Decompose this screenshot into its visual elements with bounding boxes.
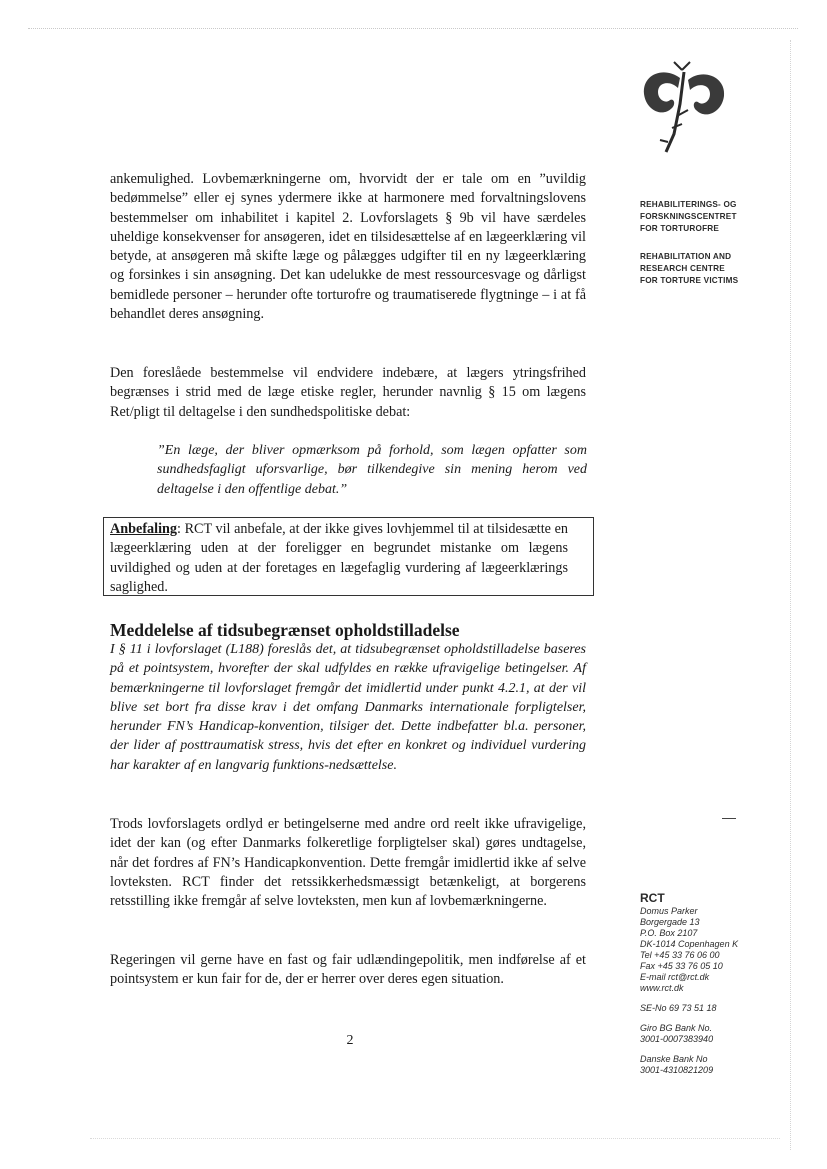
body-paragraph-4: Regeringen vil gerne have en fast og fair udlændingepolitik, men indførelse af et pointsystem er kun fair for de, der er herrer over deres egen situation.: [110, 952, 586, 988]
org-da-line-2: FORSKNINGSCENTRET: [640, 212, 737, 221]
rct-logo-icon: [636, 54, 732, 158]
email-line: E-mail rct@rct.dk: [640, 972, 710, 982]
org-en-line-1: REHABILITATION AND: [640, 252, 732, 261]
body-paragraph-2: Den foreslåede bestemmelse vil endvidere indebære, at lægers ytringsfrihed begrænses i strid med de læge etiske regler, herunder navnlig § 15 om lægens Ret/pligt til deltagelse i den sundhedspolitiske debat:: [110, 365, 586, 420]
section-heading: Meddelelse af tidsubegrænset opholdstilladelse: [110, 620, 460, 640]
contact-name: RCT: [640, 891, 665, 905]
org-da-line-1: REHABILITERINGS- OG: [640, 200, 737, 209]
org-en-line-3: FOR TORTURE VICTIMS: [640, 276, 739, 285]
scan-edge-top: [28, 28, 798, 29]
body-paragraph-3: Trods lovforslagets ordlyd er betingelserne med andre ord reelt ikke ufravigelige, idet der kan (og efter Danmarks folkeretlige forpligtelser skal) gøres undtagelse, når det fordres af FN’s Handicapkonvention. Dette fremgår imidlertid ikke af selve lovteksten. RCT finder det retssikkerhedsmæssigt betænkeligt, at borgerens retsstilling ikke fremgår af selve lovteksten, men kun af lovbemærkningerne.: [110, 816, 586, 910]
giro-number: 3001-0007383940: [640, 1034, 714, 1044]
margin-dash: [722, 818, 736, 819]
scan-edge-bottom: [90, 1138, 780, 1139]
se-number: SE-No 69 73 51 18: [640, 1003, 717, 1013]
danske-number: 3001-4310821209: [640, 1065, 714, 1075]
org-da-line-3: FOR TORTUROFRE: [640, 224, 720, 233]
org-name-english: [640, 251, 738, 287]
giro-label: Giro BG Bank No.: [640, 1023, 713, 1033]
org-en-line-2: RESEARCH CENTRE: [640, 264, 725, 273]
address-line: Borgergade 13: [640, 917, 700, 927]
block-quote: ”En læge, der bliver opmærksom på forhold, som lægen opfatter som sundhedsfagligt uforsvarlige, bør tilkendegive sin mening herom ved deltagelse i den offentlige debat.”: [157, 443, 587, 497]
recommendation-text: [110, 520, 568, 597]
recommendation-body: : RCT vil anbefale, at der ikke gives lovhjemmel til at tilsidesætte en lægeerklæring uden at der foreligger en begrundet mistanke om lægens uvildighed og uden at der foretages en lægefaglig vurdering af lægeerklærings saglighed.: [110, 521, 568, 595]
scan-edge-right: [790, 40, 791, 1150]
danske-label: Danske Bank No: [640, 1054, 708, 1064]
page-number: 2: [346, 1033, 354, 1048]
website-line: www.rct.dk: [640, 983, 684, 993]
recommendation-label: Anbefaling: [110, 521, 178, 537]
org-name-danish: [640, 199, 737, 235]
address-line: DK-1014 Copenhagen K: [640, 939, 739, 949]
phone-line: Tel +45 33 76 06 00: [640, 950, 720, 960]
address-line: Domus Parker: [640, 906, 698, 916]
address-line: P.O. Box 2107: [640, 928, 698, 938]
fax-line: Fax +45 33 76 05 10: [640, 961, 723, 971]
italic-paragraph: I § 11 i lovforslaget (L188) foreslås det, at tidsubegrænset opholdstilladelse baseres på et pointsystem, hvorefter der skal udfyldes en række ufravigelige betingelser. Af bemærkningerne til lovforslaget fremgår det imidlertid under punkt 4.2.1, at der vil blive set bort fra disse krav i det omfang Danmarks internationale forpligtelser, herunder FN’s Handicap-konvention, tilsiger det. Dette indbefatter bl.a. personer, der lider af posttraumatisk stress, hvis det efter en konkret og individuel vurdering har karakter af en langvarig funktions-nedsættelse.: [110, 642, 586, 773]
body-paragraph-1: ankemulighed. Lovbemærkningerne om, hvorvidt der er tale om en ”uvildig bedømmelse” eller ej synes ydermere ikke at harmonere med forvaltningslovens bestemmelser om inhabilitet i kapitel 2. Lovforslagets § 9b vil have særdeles uheldige konsekvenser for ansøgeren, idet en tilsidesættelse af en lægeerklæring vil betyde, at ansøgeren må skifte læge og pålægges udgifter til en ny lægeerklæring og forsinkes i sin ansøgning. Det kan udelukke de mest ressourcesvage og dårligst bemidlede personer – herunder ofte torturofre og traumatiserede flygtninge – i at få behandlet deres ansøgning.: [110, 171, 586, 323]
